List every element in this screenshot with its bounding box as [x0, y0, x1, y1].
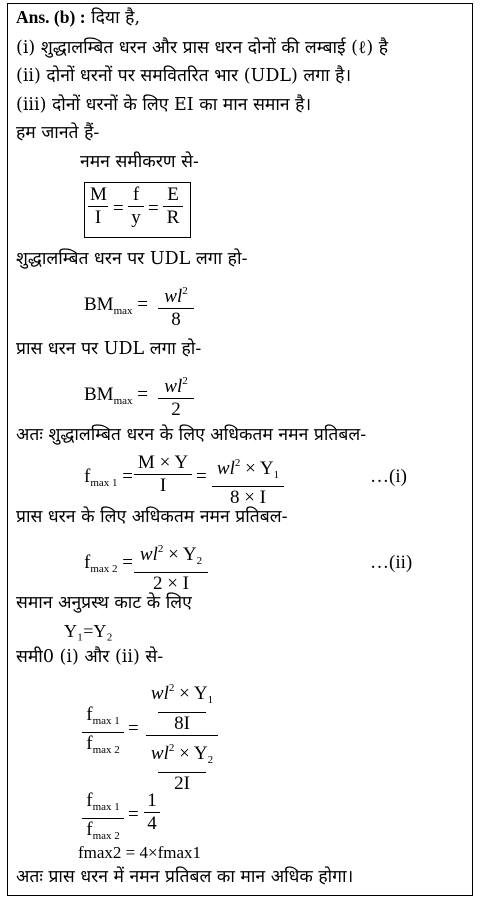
fraction-f-over-y: f y [128, 184, 144, 229]
simply-supported-udl-line: शुद्धालम्बित धरन पर UDL लगा हो- [16, 249, 248, 269]
bending-equation-label: नमन समीकरण से- [80, 152, 199, 172]
fraction-wl2Y1-over-8I: $wl^2 \times Y_1$ 8 × I [212, 452, 284, 509]
fraction-fmax1-over-fmax2-result: $f_{max 1}$ $f_{max 2}$ [82, 790, 124, 847]
equals-sign: = [148, 198, 159, 219]
bm-max-ss: $BM_{max}$ = [84, 294, 148, 317]
fraction-fmax1-over-fmax2: $f_{max 1}$ $f_{max 2}$ [82, 704, 124, 761]
fraction-one-quarter: 1 4 [144, 790, 160, 835]
fraction-wl2-over-8: $wl^2$ 8 [158, 280, 194, 331]
equals-sign: = [113, 198, 124, 219]
answer-prefix: Ans. (b) : [16, 7, 86, 27]
cantilever-max-stress-line: प्रास धरन के लिए अधिकतम नमन प्रतिबल- [16, 507, 288, 527]
known-line: हम जानते हैं- [16, 123, 100, 143]
equals-sign: = [128, 804, 139, 825]
bm-max-cantilever: $BM_{max}$ = [84, 384, 148, 407]
fmax1-label: $f_{max 1}$ = [84, 466, 133, 489]
ss-max-stress-line: अतः शुद्धालम्बित धरन के लिए अधिकतम नमन प्रतिबल- [16, 425, 367, 445]
given-line-3: (iii) दोनों धरनों के लिए EI का मान समान है। [16, 95, 312, 115]
compound-fraction: $wl^2 \times Y_1$ 8I $wl^2 \times Y_2$ 2I [146, 676, 218, 795]
equation-tag-2: …(ii) [370, 552, 413, 573]
given-line-2: (ii) दोनों धरनों पर समवितरित भार (UDL) लगा है। [16, 66, 352, 86]
fmax2-label: $f_{max 2}$ = [84, 552, 133, 575]
fraction-wl2-over-2: $wl^2$ 2 [158, 370, 194, 421]
conclusion-line: अतः प्रास धरन में नमन प्रतिबल का मान अधिक होगा। [16, 867, 354, 887]
equals-sign: = [128, 718, 139, 739]
same-section-line: समान अनुप्रस्थ काट के लिए [16, 593, 192, 613]
given-label: दिया है, [85, 8, 141, 28]
equals-sign: = [196, 466, 207, 487]
result-equation: fmax2 = 4×fmax1 [78, 843, 202, 862]
cantilever-udl-line: प्रास धरन पर UDL लगा हो- [16, 339, 202, 359]
fraction-wl2Y2-over-2I: $wl^2 \times Y_2$ 2 × I [134, 538, 208, 595]
given-line-1: (i) शुद्धालम्बित धरन और प्रास धरन दोनों की लम्बाई (ℓ) है [16, 38, 389, 58]
answer-heading [16, 6, 140, 29]
fraction-M-over-I: M I [90, 184, 107, 228]
from-equations-line: समी0 (i) और (ii) से- [16, 647, 164, 667]
y-equal-line: Y₁=Y₂ [64, 621, 113, 641]
equation-tag-1: …(i) [370, 466, 407, 487]
fraction-MY-over-I: M × Y I [134, 452, 192, 497]
fraction-E-over-R: E R [163, 184, 183, 229]
